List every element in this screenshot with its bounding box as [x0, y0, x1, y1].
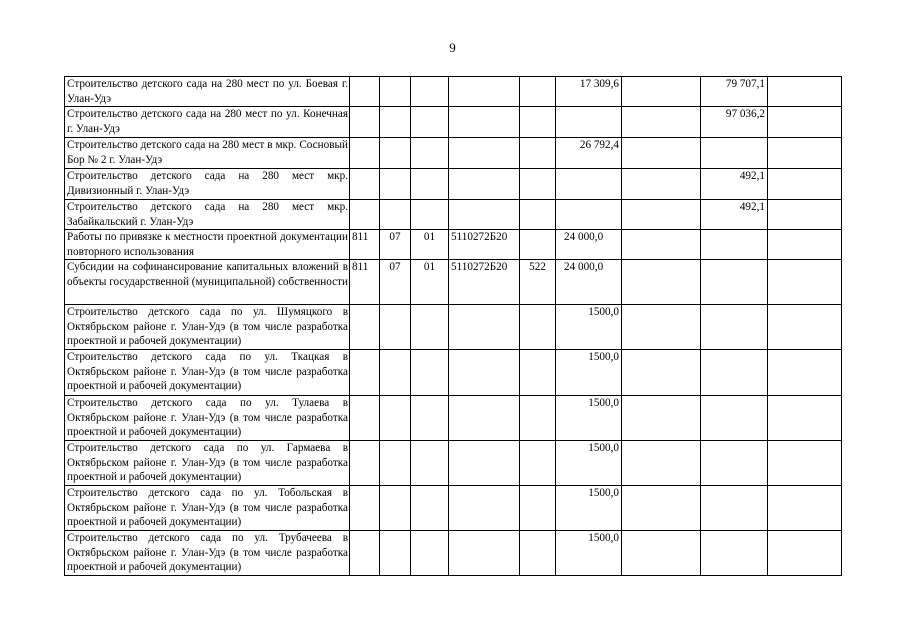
row-name: Строительство детского сада по ул. Шумяцкого в Октябрьском районе г. Улан-Удэ (в том числе разработка проектной и рабочей документации): [65, 305, 350, 350]
row-sum1: [556, 107, 622, 138]
row-csr: 5110272Б20: [449, 230, 520, 260]
row-sum4: [768, 305, 842, 350]
table-row: [65, 396, 842, 441]
row-vr: [520, 138, 556, 169]
row-sum4: [768, 260, 842, 305]
row-vr: [520, 531, 556, 576]
row-rz: [380, 531, 411, 576]
row-rz: [380, 169, 411, 200]
row-csr: [449, 138, 520, 169]
table-row: [65, 305, 842, 350]
row-ved: [350, 305, 380, 350]
row-rz: [380, 107, 411, 138]
row-vr: [520, 200, 556, 230]
row-sum1: [556, 169, 622, 200]
row-csr: [449, 305, 520, 350]
row-ved: [350, 200, 380, 230]
row-sum4: [768, 107, 842, 138]
row-sum2: [622, 305, 701, 350]
row-sum2: [622, 200, 701, 230]
row-sum3: [701, 486, 768, 531]
row-sum2: [622, 230, 701, 260]
row-vr: [520, 77, 556, 107]
row-sum3: [701, 138, 768, 169]
row-pr: [411, 305, 449, 350]
row-rz: [380, 200, 411, 230]
table-row: [65, 169, 842, 200]
row-sum4: [768, 138, 842, 169]
row-ved: [350, 138, 380, 169]
row-sum1: 1500,0: [556, 486, 622, 531]
row-name: Строительство детского сада по ул. Трубачеева в Октябрьском районе г. Улан-Удэ (в том числе разработка проектной и рабочей документации): [65, 531, 350, 576]
row-sum2: [622, 396, 701, 441]
row-sum4: [768, 396, 842, 441]
row-name: Строительство детского сада по ул. Ткацкая в Октябрьском районе г. Улан-Удэ (в том числе разработка проектной и рабочей документации): [65, 350, 350, 396]
row-sum1: 1500,0: [556, 531, 622, 576]
table-row: [65, 441, 842, 486]
table-row: [65, 107, 842, 138]
budget-table: [64, 76, 842, 576]
row-name: Строительство детского сада на 280 мест мкр. Забайкальский г. Улан-Удэ: [65, 200, 350, 230]
row-sum4: [768, 486, 842, 531]
row-sum4: [768, 441, 842, 486]
table-row: [65, 230, 842, 260]
row-pr: [411, 396, 449, 441]
row-sum1: [556, 200, 622, 230]
row-csr: [449, 441, 520, 486]
row-sum2: [622, 531, 701, 576]
row-vr: [520, 486, 556, 531]
row-vr: [520, 169, 556, 200]
row-rz: 07: [380, 230, 411, 260]
row-pr: [411, 531, 449, 576]
row-sum3: [701, 260, 768, 305]
row-sum2: [622, 138, 701, 169]
row-pr: [411, 169, 449, 200]
row-sum4: [768, 200, 842, 230]
row-sum4: [768, 169, 842, 200]
row-sum4: [768, 531, 842, 576]
row-sum1: 17 309,6: [556, 77, 622, 107]
row-vr: 522: [520, 260, 556, 305]
row-ved: [350, 531, 380, 576]
row-csr: 5110272Б20: [449, 260, 520, 305]
row-ved: [350, 441, 380, 486]
row-sum3: 492,1: [701, 200, 768, 230]
row-name: Субсидии на софинансирование капитальных вложений в объекты государственной (муниципальной) собственности: [65, 260, 350, 305]
row-sum1: 1500,0: [556, 441, 622, 486]
row-name: Строительство детского сада по ул. Тобольская в Октябрьском районе г. Улан-Удэ (в том числе разработка проектной и рабочей документации): [65, 486, 350, 531]
row-sum1: 1500,0: [556, 396, 622, 441]
row-pr: [411, 107, 449, 138]
row-name: Строительство детского сада по ул. Тулаева в Октябрьском районе г. Улан-Удэ (в том числе разработка проектной и рабочей документации): [65, 396, 350, 441]
row-sum2: [622, 169, 701, 200]
row-sum3: [701, 230, 768, 260]
row-sum2: [622, 260, 701, 305]
row-sum3: [701, 350, 768, 396]
row-rz: [380, 77, 411, 107]
row-csr: [449, 107, 520, 138]
row-sum3: 79 707,1: [701, 77, 768, 107]
row-pr: [411, 138, 449, 169]
row-sum4: [768, 350, 842, 396]
row-sum2: [622, 77, 701, 107]
row-sum3: 492,1: [701, 169, 768, 200]
row-sum2: [622, 350, 701, 396]
row-ved: 811: [350, 260, 380, 305]
row-rz: [380, 486, 411, 531]
table-row: [65, 138, 842, 169]
row-pr: 01: [411, 260, 449, 305]
row-csr: [449, 77, 520, 107]
row-name: Строительство детского сада на 280 мест по ул. Конечная г. Улан-Удэ: [65, 107, 350, 138]
row-csr: [449, 486, 520, 531]
row-ved: [350, 486, 380, 531]
row-sum2: [622, 486, 701, 531]
row-pr: [411, 200, 449, 230]
row-rz: [380, 441, 411, 486]
row-name: Строительство детского сада на 280 мест мкр. Дивизионный г. Улан-Удэ: [65, 169, 350, 200]
table-row: [65, 200, 842, 230]
row-sum3: [701, 305, 768, 350]
row-vr: [520, 350, 556, 396]
row-sum2: [622, 107, 701, 138]
row-sum1: 26 792,4: [556, 138, 622, 169]
table-row: [65, 77, 842, 107]
row-sum3: [701, 441, 768, 486]
row-pr: [411, 486, 449, 531]
row-sum4: [768, 230, 842, 260]
row-csr: [449, 200, 520, 230]
row-ved: [350, 169, 380, 200]
row-ved: [350, 107, 380, 138]
row-sum3: 97 036,2: [701, 107, 768, 138]
row-vr: [520, 107, 556, 138]
row-vr: [520, 396, 556, 441]
row-csr: [449, 531, 520, 576]
row-name: Строительство детского сада по ул. Гармаева в Октябрьском районе г. Улан-Удэ (в том числе разработка проектной и рабочей документации): [65, 441, 350, 486]
row-vr: [520, 441, 556, 486]
row-sum3: [701, 396, 768, 441]
row-vr: [520, 305, 556, 350]
row-csr: [449, 169, 520, 200]
row-csr: [449, 396, 520, 441]
row-name: Строительство детского сада на 280 мест в мкр. Сосновый Бор № 2 г. Улан-Удэ: [65, 138, 350, 169]
row-csr: [449, 350, 520, 396]
row-rz: [380, 396, 411, 441]
row-vr: [520, 230, 556, 260]
row-pr: [411, 441, 449, 486]
row-pr: [411, 77, 449, 107]
page-number: 9: [449, 40, 456, 55]
row-name: Работы по привязке к местности проектной документации повторного использования: [65, 230, 350, 260]
row-ved: 811: [350, 230, 380, 260]
row-rz: [380, 350, 411, 396]
table-row: [65, 350, 842, 396]
row-sum1: 1500,0: [556, 350, 622, 396]
row-pr: 01: [411, 230, 449, 260]
row-sum3: [701, 531, 768, 576]
table-row: [65, 486, 842, 531]
row-sum2: [622, 441, 701, 486]
row-sum1: 24 000,0: [556, 230, 622, 260]
row-ved: [350, 77, 380, 107]
row-rz: [380, 305, 411, 350]
row-name: Строительство детского сада на 280 мест по ул. Боевая г. Улан-Удэ: [65, 77, 350, 107]
row-ved: [350, 396, 380, 441]
row-sum1: 24 000,0: [556, 260, 622, 305]
row-rz: 07: [380, 260, 411, 305]
table-row: [65, 531, 842, 576]
row-sum4: [768, 77, 842, 107]
row-pr: [411, 350, 449, 396]
row-sum1: 1500,0: [556, 305, 622, 350]
row-rz: [380, 138, 411, 169]
row-ved: [350, 350, 380, 396]
table-row: [65, 260, 842, 305]
